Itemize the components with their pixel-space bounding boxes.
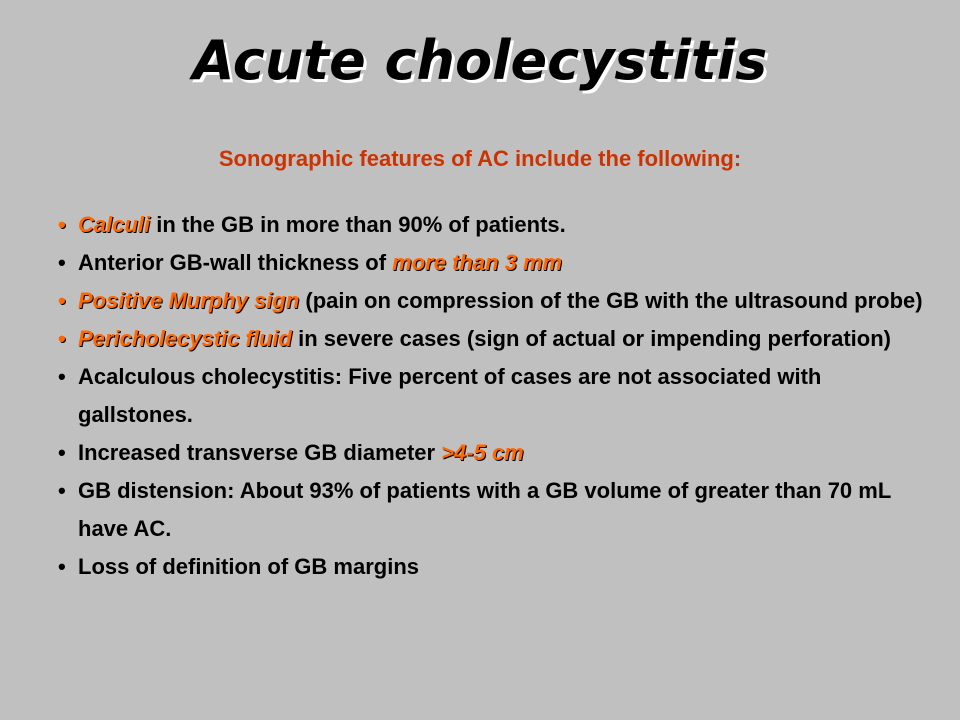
bullet-text: (pain on compression of the GB with the ultrasound probe) [299, 288, 923, 313]
bullet-text: Loss of definition of GB margins [78, 554, 419, 579]
highlight-text: more than 3 mm [392, 250, 563, 275]
bullet-item [54, 244, 934, 282]
bullet-dot: • [58, 212, 66, 237]
slide-title: Acute cholecystitis [192, 29, 768, 92]
bullet-list [54, 206, 934, 586]
bullet-dot: • [58, 364, 66, 389]
bullet-text: in the GB in more than 90% of patients. [150, 212, 566, 237]
bullet-item [54, 358, 934, 434]
bullet-dot: • [58, 326, 66, 351]
bullet-dot: • [58, 250, 66, 275]
bullet-item [54, 548, 934, 586]
bullet-dot: • [58, 440, 66, 465]
highlight-text: Pericholecystic fluid [78, 326, 292, 351]
highlight-text: >4-5 cm [441, 440, 524, 465]
bullet-text: Anterior GB-wall thickness of [78, 250, 393, 275]
bullet-text: Acalculous cholecystitis: Five percent of cases are not associated with gallstones. [78, 364, 822, 427]
bullet-text: Increased transverse GB diameter [78, 440, 442, 465]
bullet-item [54, 282, 934, 320]
bullet-item [54, 206, 934, 244]
bullet-dot: • [58, 288, 66, 313]
bullet-item [54, 434, 934, 472]
highlight-text: Positive Murphy sign [78, 288, 300, 313]
bullet-item [54, 320, 934, 358]
bullet-text: in severe cases (sign of actual or impending perforation) [291, 326, 891, 351]
highlight-text: Calculi [78, 212, 151, 237]
bullet-item [54, 472, 934, 548]
slide-subtitle: Sonographic features of AC include the following: [218, 146, 742, 171]
bullet-dot: • [58, 554, 66, 579]
bullet-text: GB distension: About 93% of patients with a GB volume of greater than 70 mL have AC. [78, 478, 891, 541]
bullet-dot: • [58, 478, 66, 503]
